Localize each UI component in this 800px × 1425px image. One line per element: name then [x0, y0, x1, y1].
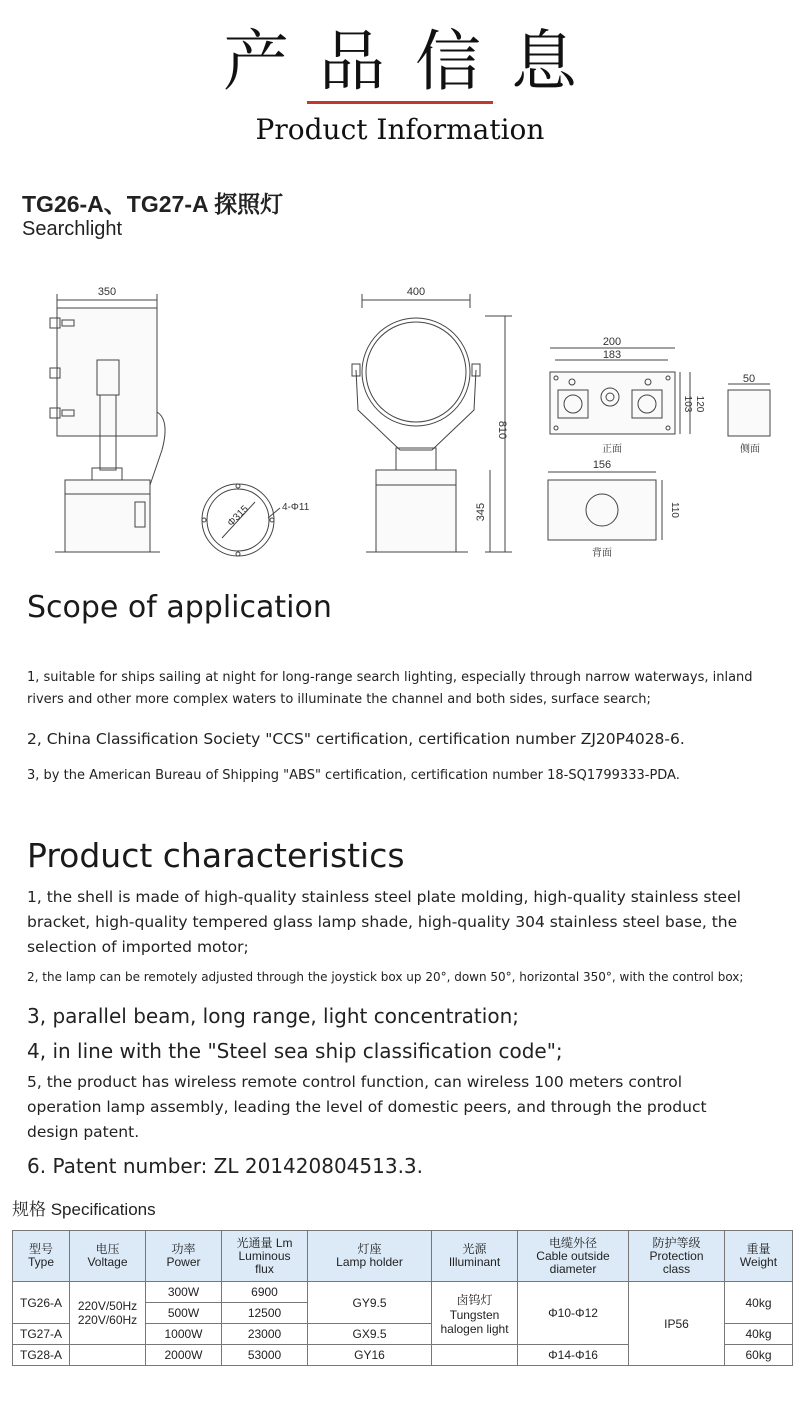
- cell-power: 300W: [146, 1282, 222, 1303]
- product-subtitle: Searchlight: [22, 218, 123, 240]
- dim-box-width: 200: [602, 336, 622, 348]
- scope-heading: Scope of application: [27, 590, 332, 625]
- cell-holder: GX9.5: [308, 1324, 432, 1345]
- technical-drawings: [0, 280, 800, 570]
- dim-side-width: 350: [97, 286, 117, 298]
- cell-illuminant: 卤钨灯 Tungsten halogen light: [432, 1282, 518, 1345]
- cell-protection: IP56: [629, 1282, 725, 1366]
- header-illuminant: 光源 Illuminant: [432, 1231, 518, 1282]
- characteristics-heading: Product characteristics: [27, 836, 405, 875]
- header-lamp-holder: 灯座 Lamp holder: [308, 1231, 432, 1282]
- table-row: [13, 1282, 793, 1303]
- characteristic-item-2: 2, the lamp can be remotely adjusted through the joystick box up 20°, down 50°, horizontal 350°, with the control box;: [27, 970, 744, 984]
- scope-item-3: 3, by the American Bureau of Shipping "ABS" certification, certification number 18-SQ1799333-PDA.: [27, 768, 680, 783]
- cell-weight: 40kg: [725, 1282, 793, 1324]
- label-back-face: 背面: [592, 548, 612, 559]
- dim-box-h1: 103: [682, 395, 693, 413]
- dim-total-height: 810: [496, 420, 508, 440]
- control-box-side: [728, 384, 770, 436]
- hero-title-en: Product Information: [255, 113, 545, 146]
- cell-flux: 6900: [222, 1282, 308, 1303]
- dim-base-height: 345: [475, 502, 487, 522]
- characteristic-item-1: 1, the shell is made of high-quality stainless steel plate molding, high-quality stainless steel bracket, high-quality tempered glass lamp shade, high-quality 304 stainless steel base, the selection of imported motor;: [27, 888, 741, 956]
- cell-illuminant-empty: [432, 1345, 518, 1366]
- cell-cable: Φ10-Φ12: [518, 1282, 629, 1345]
- cell-power: 2000W: [146, 1345, 222, 1366]
- dim-box-depth: 50: [742, 373, 756, 385]
- table-header-row: [13, 1231, 793, 1282]
- cell-power: 1000W: [146, 1324, 222, 1345]
- scope-item-1: 1, suitable for ships sailing at night for long-range search lighting, especially through narrow waterways, inland rivers and other more complex waters to illuminate the channel and both sides, surface search;: [27, 670, 753, 707]
- hero-divider: [307, 101, 493, 104]
- cell-power: 500W: [146, 1303, 222, 1324]
- cell-voltage: 220V/50Hz 220V/60Hz: [70, 1282, 146, 1345]
- cell-type-tg28: TG28-A: [13, 1345, 70, 1366]
- cell-flux: 12500: [222, 1303, 308, 1324]
- cell-holder: GY16: [308, 1345, 432, 1366]
- cell-weight: 40kg: [725, 1324, 793, 1345]
- dim-box-h2: 120: [694, 395, 705, 413]
- header-weight: 重量 Weight: [725, 1231, 793, 1282]
- dim-base-diameter: Φ315: [225, 503, 251, 529]
- header-luminous-flux: 光通量 Lm Luminous flux: [222, 1231, 308, 1282]
- cell-cable: Φ14-Φ16: [518, 1345, 629, 1366]
- cell-voltage-empty: [70, 1345, 146, 1366]
- scope-item-2: 2, China Classification Society "CCS" certification, certification number ZJ20P4028-6.: [27, 730, 685, 748]
- front-view-drawing: [352, 294, 512, 552]
- characteristic-item-5: 5, the product has wireless remote control function, can wireless 100 meters control operation lamp assembly, leading the level of domestic peers, and through the product design patent.: [27, 1073, 707, 1141]
- product-title: TG26-A、TG27-A 探照灯: [22, 191, 284, 217]
- cell-holder: GY9.5: [308, 1282, 432, 1324]
- specs-title: 规格 Specifications: [12, 1200, 156, 1219]
- label-side-face: 侧面: [740, 444, 760, 455]
- side-view-drawing: [50, 294, 165, 552]
- characteristic-item-3: 3, parallel beam, long range, light concentration;: [27, 1004, 519, 1028]
- header-cable-diameter: 电缆外径 Cable outside diameter: [518, 1231, 629, 1282]
- cell-flux: 23000: [222, 1324, 308, 1345]
- characteristic-item-6: 6. Patent number: ZL 201420804513.3.: [27, 1154, 424, 1178]
- dim-front-width: 400: [406, 286, 426, 298]
- dim-back-height: 110: [669, 502, 680, 518]
- cell-type-tg27: TG27-A: [13, 1324, 70, 1345]
- specs-table: [12, 1230, 793, 1366]
- header-type: 型号 Type: [13, 1231, 70, 1282]
- dim-back-width: 156: [592, 459, 612, 471]
- header-protection-class: 防护等级 Protection class: [629, 1231, 725, 1282]
- dim-box-inner: 183: [602, 349, 622, 361]
- header-power: 功率 Power: [146, 1231, 222, 1282]
- cell-flux: 53000: [222, 1345, 308, 1366]
- hero-title-cn: 产品信息: [223, 23, 607, 100]
- cell-type-tg26: TG26-A: [13, 1282, 70, 1324]
- label-front-face: 正面: [602, 444, 622, 455]
- dim-mounting-holes: 4-Φ11: [282, 502, 310, 513]
- characteristic-item-4: 4, in line with the "Steel sea ship classification code";: [27, 1039, 563, 1063]
- header-voltage: 电压 Voltage: [70, 1231, 146, 1282]
- cell-weight: 60kg: [725, 1345, 793, 1366]
- control-box-back: [548, 472, 662, 540]
